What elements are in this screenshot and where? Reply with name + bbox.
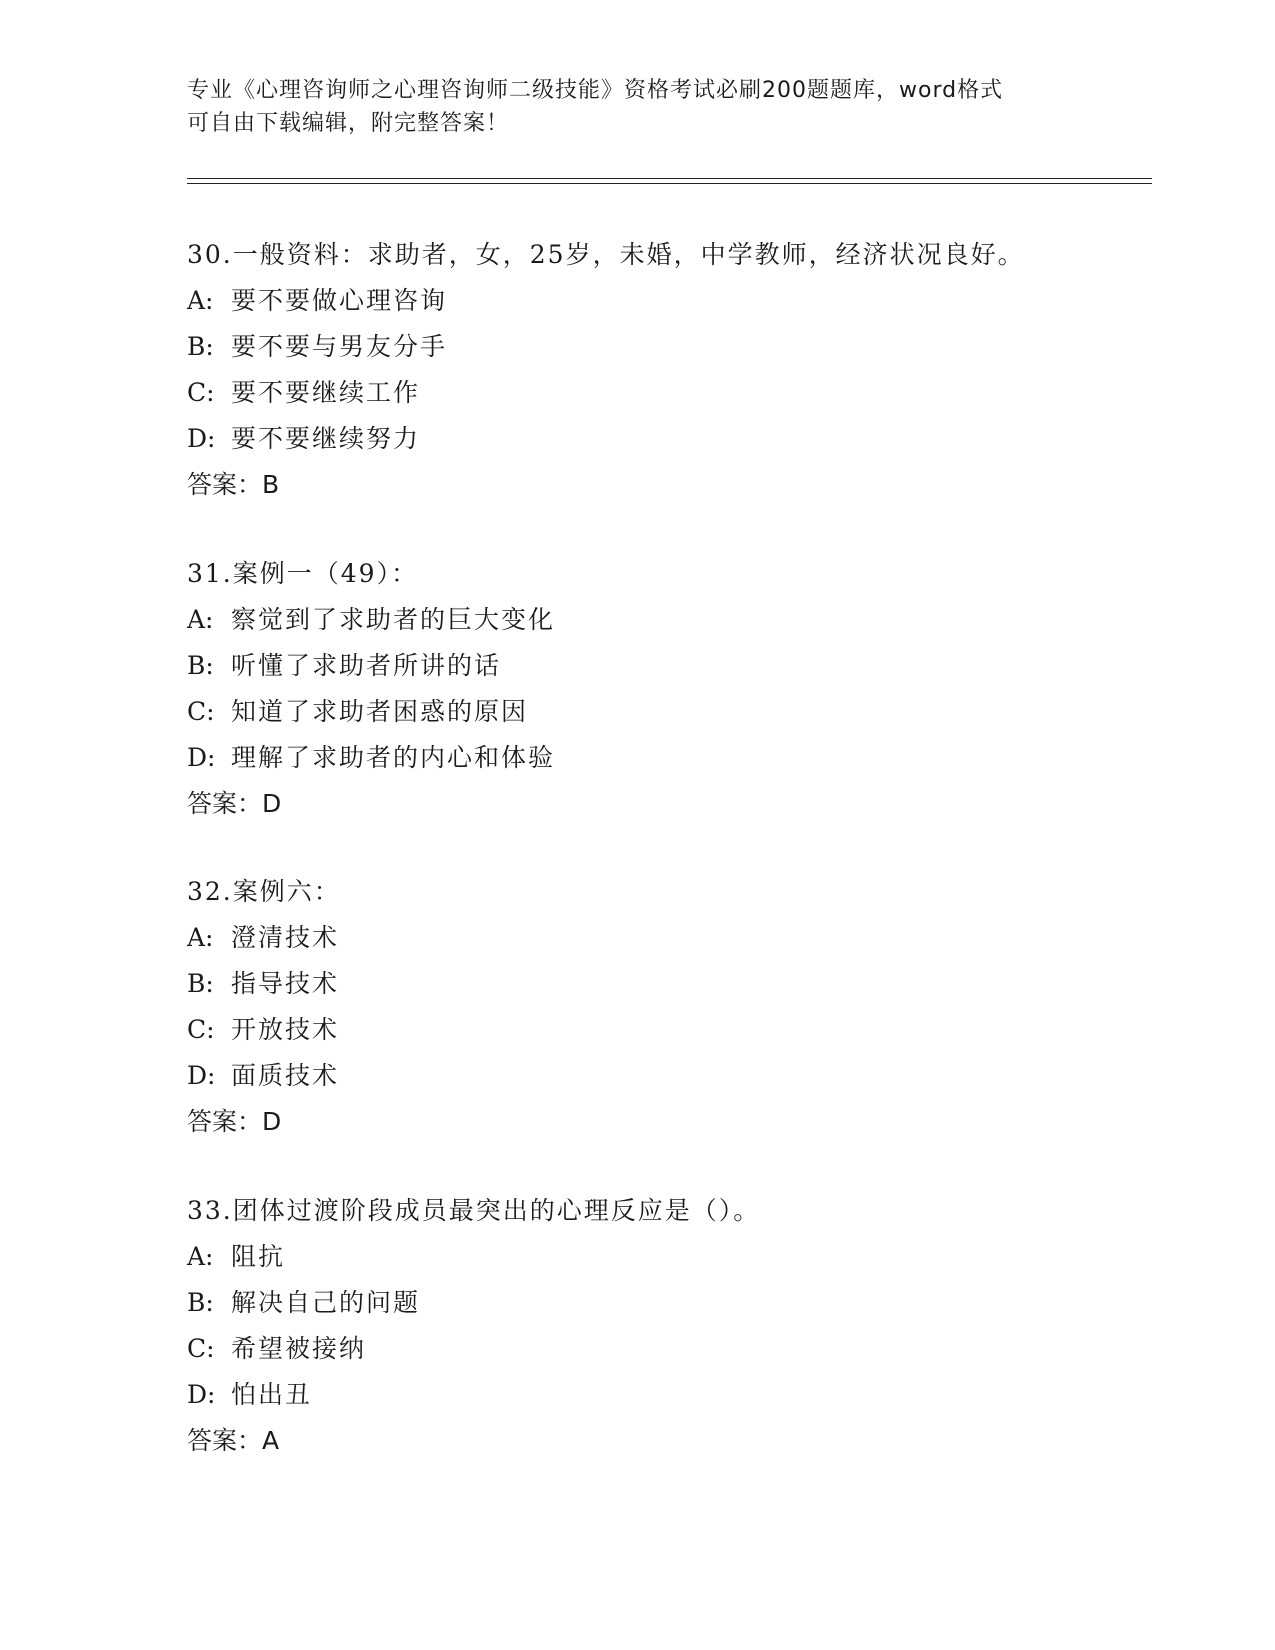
question-stem: 32.案例六： (187, 877, 341, 906)
option-letter: B: (187, 969, 214, 998)
option-letter: B: (187, 332, 214, 361)
option-letter: C: (187, 378, 215, 407)
question-31 (187, 551, 1167, 827)
option-letter: A: (187, 923, 214, 952)
header-line-2: 可自由下载编辑，附完整答案！ (187, 111, 510, 136)
option-letter: D: (187, 1061, 216, 1090)
option-letter: D: (187, 424, 216, 453)
option-a (187, 915, 1167, 961)
question-30 (187, 232, 1167, 508)
option-b (187, 324, 1167, 370)
option-letter: A: (187, 605, 214, 634)
option-text: 开放技术 (231, 1015, 340, 1044)
option-letter: D: (187, 743, 216, 772)
option-text: 听懂了求助者所讲的话 (231, 651, 502, 680)
option-letter: B: (187, 651, 214, 680)
option-text: 要不要与男友分手 (231, 332, 448, 361)
option-letter: C: (187, 1334, 215, 1363)
option-a (187, 597, 1167, 643)
option-text: 澄清技术 (231, 923, 340, 952)
option-letter: D: (187, 1380, 216, 1409)
option-d (187, 1053, 1167, 1099)
document-header (187, 74, 1087, 140)
option-text: 阻抗 (231, 1242, 286, 1271)
option-d (187, 1372, 1167, 1418)
option-text: 怕出丑 (231, 1380, 313, 1409)
question-33 (187, 1188, 1167, 1464)
option-d (187, 416, 1167, 462)
question-stem: 31.案例一（49）： (187, 559, 419, 588)
option-c (187, 689, 1167, 735)
answer-line: 答案：D (187, 789, 282, 818)
option-b (187, 1280, 1167, 1326)
header-divider-top (187, 178, 1152, 179)
option-text: 面质技术 (231, 1061, 340, 1090)
option-b (187, 643, 1167, 689)
option-text: 知道了求助者困惑的原因 (231, 697, 529, 726)
option-b (187, 961, 1167, 1007)
question-stem: 33.团体过渡阶段成员最突出的心理反应是（）。 (187, 1196, 761, 1225)
question-stem: 30.一般资料：求助者，女，25岁，未婚，中学教师，经济状况良好。 (187, 240, 1025, 269)
option-c (187, 1007, 1167, 1053)
option-letter: A: (187, 286, 214, 315)
answer-line: 答案：D (187, 1107, 282, 1136)
answer-line: 答案：B (187, 470, 280, 499)
option-letter: C: (187, 697, 215, 726)
option-c (187, 1326, 1167, 1372)
option-text: 希望被接纳 (231, 1334, 367, 1363)
header-line-1: 专业《心理咨询师之心理咨询师二级技能》资格考试必刷200题题库，word格式 (187, 78, 1004, 103)
option-letter: B: (187, 1288, 214, 1317)
option-letter: A: (187, 1242, 214, 1271)
option-text: 要不要做心理咨询 (231, 286, 448, 315)
question-32 (187, 869, 1167, 1145)
option-text: 理解了求助者的内心和体验 (231, 743, 556, 772)
option-c (187, 370, 1167, 416)
option-d (187, 735, 1167, 781)
option-text: 解决自己的问题 (231, 1288, 421, 1317)
option-a (187, 278, 1167, 324)
option-text: 察觉到了求助者的巨大变化 (231, 605, 556, 634)
option-text: 指导技术 (231, 969, 340, 998)
option-text: 要不要继续工作 (231, 378, 421, 407)
option-letter: C: (187, 1015, 215, 1044)
option-a (187, 1234, 1167, 1280)
header-divider-bottom (187, 183, 1152, 184)
option-text: 要不要继续努力 (231, 424, 421, 453)
answer-line: 答案：A (187, 1426, 280, 1455)
